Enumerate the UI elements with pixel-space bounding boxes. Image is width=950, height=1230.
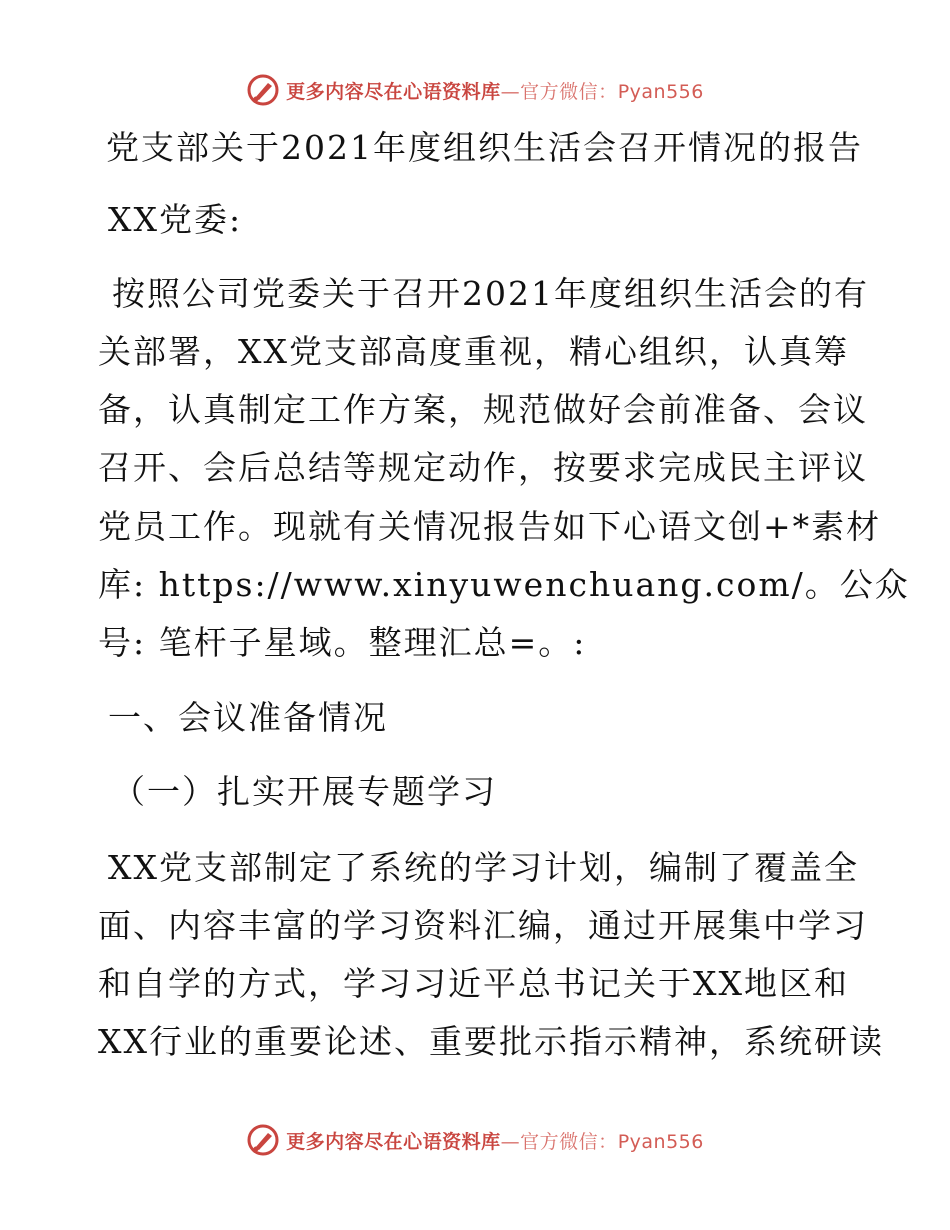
watermark-dash: — bbox=[500, 1130, 521, 1153]
section-heading: 一、会议准备情况 bbox=[108, 698, 388, 737]
watermark-wechat: Pyan556 bbox=[617, 1130, 704, 1153]
pen-logo-icon bbox=[246, 1123, 280, 1157]
paragraph-line: XX行业的重要论述、重要批示指示精神，系统研读 bbox=[98, 1022, 884, 1061]
watermark-footer bbox=[0, 1120, 950, 1160]
paragraph-line: 关部署，XX党支部高度重视，精心组织，认真筹 bbox=[98, 332, 849, 371]
paragraph-line: XX党支部制定了系统的学习计划，编制了覆盖全 bbox=[108, 848, 859, 887]
subsection-heading: （一）扎实开展专题学习 bbox=[112, 772, 497, 811]
paragraph-line: 党员工作。现就有关情况报告如下心语文创+*素材 bbox=[98, 507, 882, 546]
paragraph-line: 号: 笔杆子星域。整理汇总=。: bbox=[98, 623, 587, 662]
addressee: XX党委: bbox=[108, 200, 243, 239]
watermark-official: 官方微信： bbox=[520, 80, 618, 103]
paragraph-line-url: 库: https://www.xinyuwenchuang.com/。公众 bbox=[98, 565, 910, 604]
paragraph-line: 按照公司党委关于召开2021年度组织生活会的有 bbox=[112, 274, 869, 313]
watermark-brand: 更多内容尽在心语资料库 bbox=[286, 80, 501, 103]
watermark-dash: — bbox=[500, 80, 521, 103]
watermark-text bbox=[286, 77, 704, 104]
pen-logo-icon bbox=[246, 73, 280, 107]
paragraph-line: 和自学的方式，学习习近平总书记关于XX地区和 bbox=[98, 964, 849, 1003]
paragraph-line: 面、内容丰富的学习资料汇编，通过开展集中学习 bbox=[98, 906, 868, 945]
watermark-header bbox=[0, 70, 950, 110]
paragraph-line: 备，认真制定工作方案，规范做好会前准备、会议 bbox=[98, 390, 868, 429]
watermark-official: 官方微信： bbox=[520, 1130, 618, 1153]
watermark-brand: 更多内容尽在心语资料库 bbox=[286, 1130, 501, 1153]
watermark-text bbox=[286, 1127, 704, 1154]
document-title: 党支部关于2021年度组织生活会召开情况的报告 bbox=[106, 128, 863, 167]
watermark-wechat: Pyan556 bbox=[617, 80, 704, 103]
paragraph-line: 召开、会后总结等规定动作，按要求完成民主评议 bbox=[98, 448, 868, 487]
